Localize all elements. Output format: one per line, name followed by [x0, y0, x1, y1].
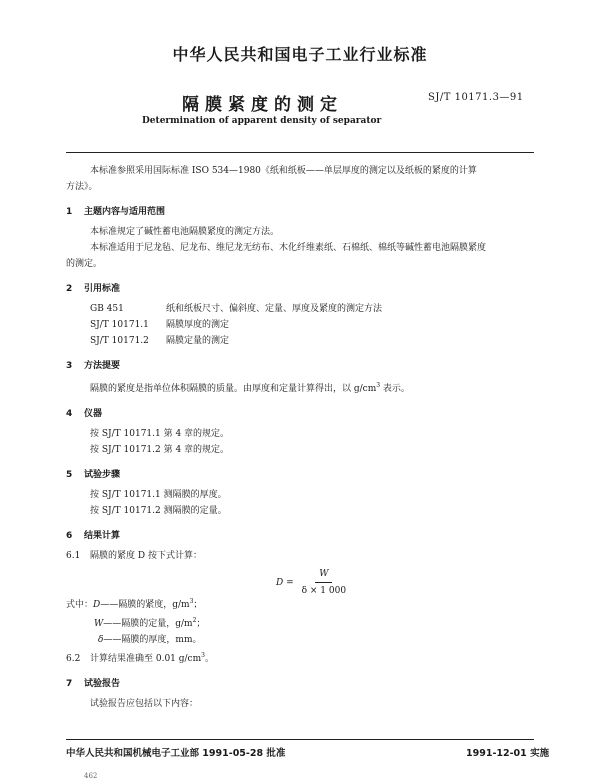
standard-body-header: 中华人民共和国电子工业行业标准	[172, 45, 428, 64]
clause-6-2	[66, 648, 536, 667]
document-body	[66, 163, 536, 712]
variable-end: ；	[196, 619, 206, 629]
superscript: 3	[201, 652, 205, 659]
formula-fraction	[300, 566, 348, 599]
reference-row	[66, 317, 536, 333]
standard-code: SJ/T 10171.3—91	[428, 92, 524, 103]
clause-number: 6.2	[66, 654, 81, 664]
section-7-para: 试验报告应包括以下内容：	[90, 699, 199, 709]
reference-row	[66, 301, 536, 317]
variable-symbol: W	[94, 619, 104, 629]
reference-title: 纸和纸板尺寸、偏斜度、定量、厚度及紧度的测定方法	[166, 304, 383, 314]
section-number: 1	[66, 207, 73, 217]
section-title: 方法提要	[84, 361, 121, 371]
section-1-para-2a: 本标准适用于尼龙毡、尼龙布、维尼龙无纺布、木化纤维素纸、石棉纸、棉纸等碱性蓄电池隔膜紧度	[90, 243, 487, 253]
variable-end: ；	[193, 600, 203, 610]
reference-code: SJ/T 10171.2	[90, 336, 149, 346]
section-number: 7	[66, 679, 73, 689]
section-number: 3	[66, 361, 73, 371]
reference-title: 隔膜厚度的测定	[166, 320, 230, 330]
variable-symbol: D	[93, 600, 101, 610]
formula-denominator: δ × 1 000	[301, 586, 347, 596]
formula-block	[66, 564, 536, 594]
section-number: 5	[66, 470, 73, 480]
section-4-heading	[66, 406, 536, 422]
variable-description: ——隔膜的厚度，mm。	[103, 635, 202, 645]
section-title: 仪器	[84, 409, 103, 419]
superscript: 3	[376, 382, 381, 389]
where-prefix: 式中：	[66, 600, 94, 610]
page-number: 462	[84, 772, 98, 780]
clause-text: 隔膜的紧度 D 按下式计算：	[90, 551, 202, 561]
section-4-line-1: 按 SJ/T 10171.1 第 4 章的规定。	[90, 429, 230, 439]
section-title: 试验报告	[84, 679, 121, 689]
section-3-para	[66, 378, 536, 397]
section-title: 引用标准	[84, 284, 121, 294]
superscript: 2	[192, 617, 197, 624]
text-run: 。	[204, 654, 214, 664]
intro-line-2: 方法》。	[66, 182, 98, 192]
section-number: 6	[66, 531, 73, 541]
section-title: 主题内容与适用范围	[84, 207, 166, 217]
text-run: 隔膜的紧度是指单位体积隔膜的质量。由厚度和定量计算得出，以 g/cm	[90, 384, 377, 394]
reference-title: 隔膜定量的测定	[166, 336, 230, 346]
section-number: 2	[66, 284, 73, 294]
section-1-heading	[66, 204, 536, 220]
section-number: 4	[66, 409, 73, 419]
superscript: 3	[189, 598, 194, 605]
formula-numerator: W	[315, 566, 332, 583]
formula-lhs: D =	[276, 577, 294, 588]
intro-line-1: 本标准参照采用国际标准 ISO 534—1980《纸和纸板——单层厚度的测定以及纸板的紧度的计算	[90, 166, 477, 176]
section-5-line-2: 按 SJ/T 10171.2 测隔膜的定量。	[90, 506, 227, 516]
section-7-heading	[66, 676, 536, 692]
bottom-divider	[66, 739, 534, 740]
reference-row	[66, 333, 536, 349]
section-title: 试验步骤	[84, 470, 121, 480]
section-5-line-1: 按 SJ/T 10171.1 测隔膜的厚度。	[90, 490, 227, 500]
section-1-para-1: 本标准规定了碱性蓄电池隔膜紧度的测定方法。	[90, 227, 280, 237]
reference-code: SJ/T 10171.1	[90, 320, 149, 330]
text-run: 计算结果准确至 0.01 g/cm	[90, 654, 202, 664]
section-4-line-2: 按 SJ/T 10171.2 第 4 章的规定。	[90, 445, 230, 455]
variable-description: ——隔膜的紧度，g/m	[100, 600, 190, 610]
approval-line: 中华人民共和国机械电子工业部 1991-05-28 批准	[66, 748, 286, 759]
section-3-heading	[66, 358, 536, 374]
english-subtitle: Determination of apparent density of separator	[142, 116, 382, 126]
clause-6-1	[66, 548, 536, 564]
top-divider	[66, 152, 534, 153]
reference-code: GB 451	[90, 304, 124, 314]
section-6-heading	[66, 528, 536, 544]
section-title: 结果计算	[84, 531, 121, 541]
density-formula	[276, 566, 348, 599]
text-run: 表示。	[380, 384, 410, 394]
section-5-heading	[66, 467, 536, 483]
section-1-para-2b: 的测定。	[66, 259, 103, 269]
section-2-heading	[66, 281, 536, 297]
variable-row	[66, 632, 536, 648]
variable-symbol: δ	[98, 635, 104, 645]
variable-row	[66, 613, 536, 632]
document-title: 隔膜紧度的测定	[182, 95, 343, 115]
variable-description: ——隔膜的定量，g/m	[103, 619, 193, 629]
effective-date: 1991-12-01 实施	[466, 748, 550, 759]
clause-number: 6.1	[66, 551, 81, 561]
